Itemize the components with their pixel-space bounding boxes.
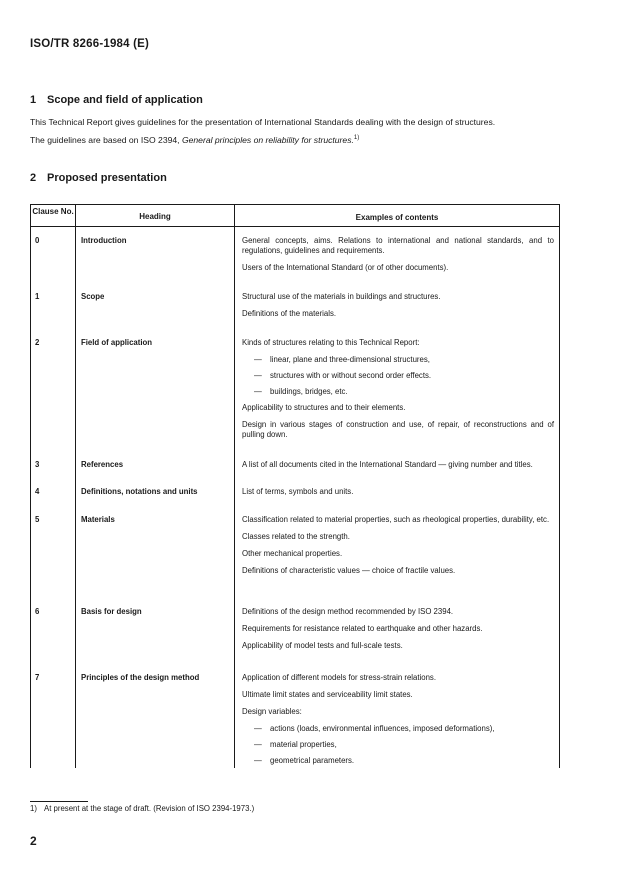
dash-item-text: linear, plane and three-dimensional structures,: [270, 355, 430, 364]
example-line: Other mechanical properties.: [242, 549, 343, 558]
examples-cell: [242, 607, 554, 658]
dash-item: [254, 756, 554, 766]
footnote-text: At present at the stage of draft. (Revision of ISO 2394-1973.): [44, 804, 255, 813]
section-1-title: [30, 94, 203, 106]
example-line: Structural use of the materials in buildings and structures.: [242, 292, 441, 301]
example-line: Kinds of structures relating to this Technical Report:: [242, 338, 420, 347]
example-line: A list of all documents cited in the International Standard — giving number and titles.: [242, 460, 533, 469]
example-line: Applicability to structures and to their elements.: [242, 403, 406, 412]
table-border-right: [559, 204, 560, 768]
document-header: ISO/TR 8266-1984 (E): [30, 38, 150, 50]
clause-number: 4: [35, 487, 40, 496]
example-line: Requirements for resistance related to earthquake and other hazards.: [242, 624, 483, 633]
footnote-rule: [30, 801, 88, 802]
dash-item-text: structures with or without second order effects.: [270, 371, 432, 380]
examples-cell: [242, 673, 554, 772]
scope-paragraph: This Technical Report gives guidelines for the presentation of International Standards dealing with the design of structures.: [30, 117, 496, 127]
section-title-text: Scope and field of application: [47, 94, 203, 106]
table-col-divider-2: [234, 204, 235, 768]
examples-cell: [242, 460, 554, 477]
clause-number: 0: [35, 236, 40, 245]
example-line: Users of the International Standard (or of other documents).: [242, 263, 449, 272]
table-border-top: [30, 204, 560, 205]
dash-marker: —: [254, 387, 262, 396]
dash-item-text: actions (loads, environmental influences, imposed deformations),: [270, 724, 495, 733]
dash-item: [254, 740, 554, 750]
examples-cell: [242, 515, 554, 583]
dash-marker: —: [254, 355, 262, 364]
dash-marker: —: [254, 756, 262, 765]
col-header-heading: Heading: [139, 212, 171, 221]
clause-heading: Introduction: [81, 236, 127, 245]
section-2-title: [30, 172, 167, 184]
dash-marker: —: [254, 740, 262, 749]
dash-item: [254, 387, 554, 397]
dash-item: [254, 355, 554, 365]
clause-number: 2: [35, 338, 40, 347]
dash-item-text: geometrical parameters.: [270, 756, 355, 765]
footnote: [30, 804, 254, 813]
dash-item: [254, 371, 554, 381]
examples-cell: [242, 236, 554, 280]
example-line: Application of different models for stress-strain relations.: [242, 673, 437, 682]
dash-marker: —: [254, 724, 262, 733]
clause-heading: Basis for design: [81, 607, 142, 616]
clause-number: 5: [35, 515, 40, 524]
clause-number: 7: [35, 673, 40, 682]
clause-heading: Materials: [81, 515, 115, 524]
table-header-rule: [30, 226, 560, 227]
clause-number: 1: [35, 292, 40, 301]
example-line: Classes related to the strength.: [242, 532, 350, 541]
dash-marker: —: [254, 371, 262, 380]
clause-number: 6: [35, 607, 40, 616]
example-line: Ultimate limit states and serviceability limit states.: [242, 690, 413, 699]
basis-text: The guidelines are based on ISO 2394,: [30, 135, 182, 145]
clause-heading: Definitions, notations and units: [81, 487, 198, 496]
example-line: List of terms, symbols and units.: [242, 487, 354, 496]
basis-paragraph: [30, 135, 359, 145]
footnote-ref: 1): [353, 135, 360, 142]
example-line: Definitions of characteristic values — choice of fractile values.: [242, 566, 456, 575]
presentation-table: [30, 204, 560, 768]
table-col-divider-1: [75, 204, 76, 768]
dash-item-text: buildings, bridges, etc.: [270, 387, 348, 396]
footnote-marker: 1): [30, 804, 37, 813]
clause-heading: Scope: [81, 292, 105, 301]
section-title-text: Proposed presentation: [47, 172, 167, 184]
examples-cell: [242, 292, 554, 326]
dash-item: [254, 724, 554, 734]
example-line: Applicability of model tests and full-scale tests.: [242, 641, 403, 650]
example-line: Definitions of the design method recommended by ISO 2394.: [242, 607, 454, 616]
col-header-clause: Clause No.: [32, 207, 74, 216]
col-header-examples: Examples of contents: [355, 213, 439, 222]
clause-heading: Principles of the design method: [81, 673, 200, 682]
examples-cell: [242, 487, 554, 504]
example-line: Design in various stages of construction and use, of repair, of reconstructions and of pulling down.: [242, 420, 554, 439]
section-number: 2: [30, 172, 37, 184]
examples-cell: [242, 338, 554, 447]
page-number: 2: [30, 834, 37, 848]
example-line: Design variables:: [242, 707, 302, 716]
clause-number: 3: [35, 460, 40, 469]
example-line: Definitions of the materials.: [242, 309, 337, 318]
dash-item-text: material properties,: [270, 740, 337, 749]
section-number: 1: [30, 94, 37, 106]
clause-heading: Field of application: [81, 338, 153, 347]
clause-heading: References: [81, 460, 124, 469]
example-line: General concepts, aims. Relations to international and national standards, and to regulations, guidelines and requirements.: [242, 236, 554, 255]
basis-reference-title: General principles on reliability for structures.: [181, 135, 354, 145]
example-line: Classification related to material properties, such as rheological properties, durability, etc.: [242, 515, 550, 524]
table-border-left: [30, 204, 31, 768]
